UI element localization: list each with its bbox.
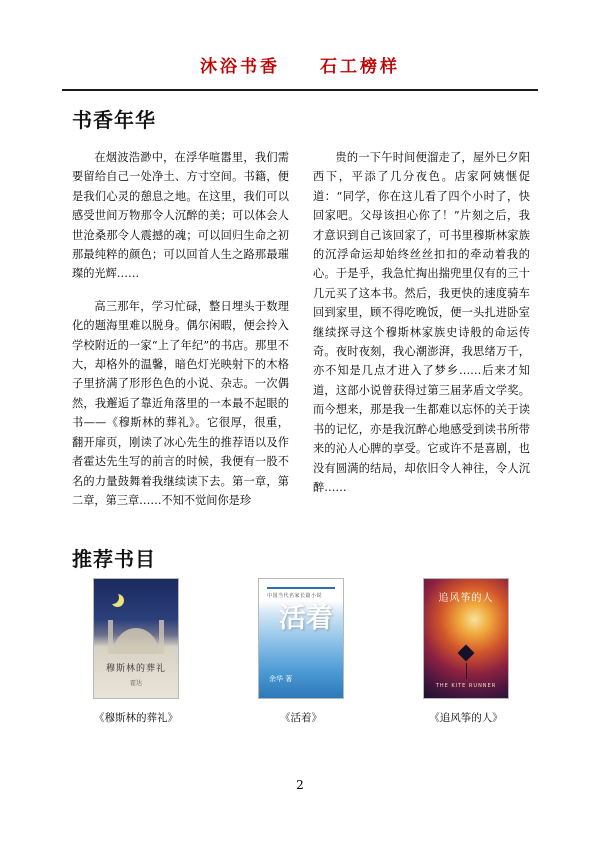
book-gallery — [72, 578, 530, 725]
book-cover-author: 余华 著 — [269, 675, 293, 683]
cover-accent-bar — [267, 587, 335, 589]
minaret-shape — [108, 620, 113, 654]
header-title: 沐浴书香 石工榜样 — [200, 57, 400, 77]
book-cover-author: 霍达 — [129, 680, 142, 687]
article-column-right — [313, 148, 530, 510]
book-caption: 《穆斯林的葬礼》 — [94, 712, 178, 724]
book-cover-title: 追风筝的人 — [438, 593, 494, 604]
book-cover-title: 活着 — [279, 603, 333, 634]
book-cover-image — [423, 578, 509, 699]
book-item — [402, 578, 530, 725]
book-item — [237, 578, 365, 725]
paragraph: 贵的一下午时间便溜走了，屋外巳夕阳西下，平添了几分夜色。店家阿姨惬促道：“同学，你在这儿看了四个小时了，快回家吧。父母该担心你了！”片刻之后，我才意识到自己该回家了，可书里穆斯林家族的沉浮命运却始终丝丝扣扣的牵动着我的心。于是乎，我急忙掏出揣兜里仅有的三十几元买了这本书。然后，我更快的速度骑车回到家里，顾不得吃晚饭，便一头扎进卧室继续探寻这个穆斯林家族史诗般的命运传奇。夜时夜刻，我心潮澎湃，我思绪万千，亦不知是几点才进入了梦乡……后来才知道，这部小说曾获得过第三届茅盾文学奖。而今想来，那是我一生都难以忘怀的关于读书的记忆，亦是我沉醉心地感受到读书所带来的沁人心脾的享受。它或许不是喜剧，也没有圆满的结局，却依旧令人神往，令人沉醉…… — [313, 151, 530, 494]
mosque-dome-shape — [113, 628, 159, 654]
section-heading-tuijian: 推荐书目 — [72, 547, 156, 571]
page-header — [62, 52, 538, 77]
book-cover-image — [93, 578, 179, 699]
paragraph: 在烟波浩渺中，在浮华喧嚣里，我们需要留给自己一处净土、方寸空间。书籍，便是我们心灵的憩息之地。在这里，我们可以感受世间万物那令人沉醉的美；可以体会人世沧桑那令人震撼的魂；可以回归生命之初那最纯粹的颜色；可以回首人生之路那最璀璨的光辉…… — [72, 151, 289, 281]
article-column-left — [72, 148, 289, 510]
kite-icon — [458, 645, 475, 662]
book-cover-image — [258, 578, 344, 699]
page-number: 2 — [296, 778, 304, 792]
article-columns — [72, 148, 530, 510]
kite-tail-shape — [466, 663, 467, 679]
header-divider — [62, 89, 538, 91]
minaret-shape — [159, 620, 164, 654]
section-heading-shuxiang: 书香年华 — [72, 108, 156, 132]
book-cover-english-title: THE KITE RUNNER — [435, 683, 497, 689]
book-caption: 《活着》 — [280, 712, 322, 724]
paragraph: 高三那年，学习忙碌，整日埋头于数理化的题海里难以脱身。偶尔闲暇，便会拎入学校附近的一家“上了年纪”的书店。那里不大，却格外的温馨，暗色灯光映射下的木格子里挤满了形形色色的小说、杂志。一次偶然，我邂逅了靠近角落里的一本最不起眼的书——《穆斯林的葬礼》。它很厚，很重，翻开扉页，刚读了冰心先生的推荐语以及作者霍达先生写的前言的时候，我便有一股不名的力量鼓舞着我继续读下去。第一章，第二章，第三章……不知不觉间你是珍 — [72, 299, 289, 507]
book-item — [72, 578, 200, 725]
book-cover-title: 穆斯林的葬礼 — [105, 664, 166, 674]
book-caption: 《追风筝的人》 — [429, 712, 503, 724]
crescent-moon-icon — [106, 591, 119, 604]
book-cover-subtitle: 中国当代名家长篇小说 — [267, 593, 323, 599]
